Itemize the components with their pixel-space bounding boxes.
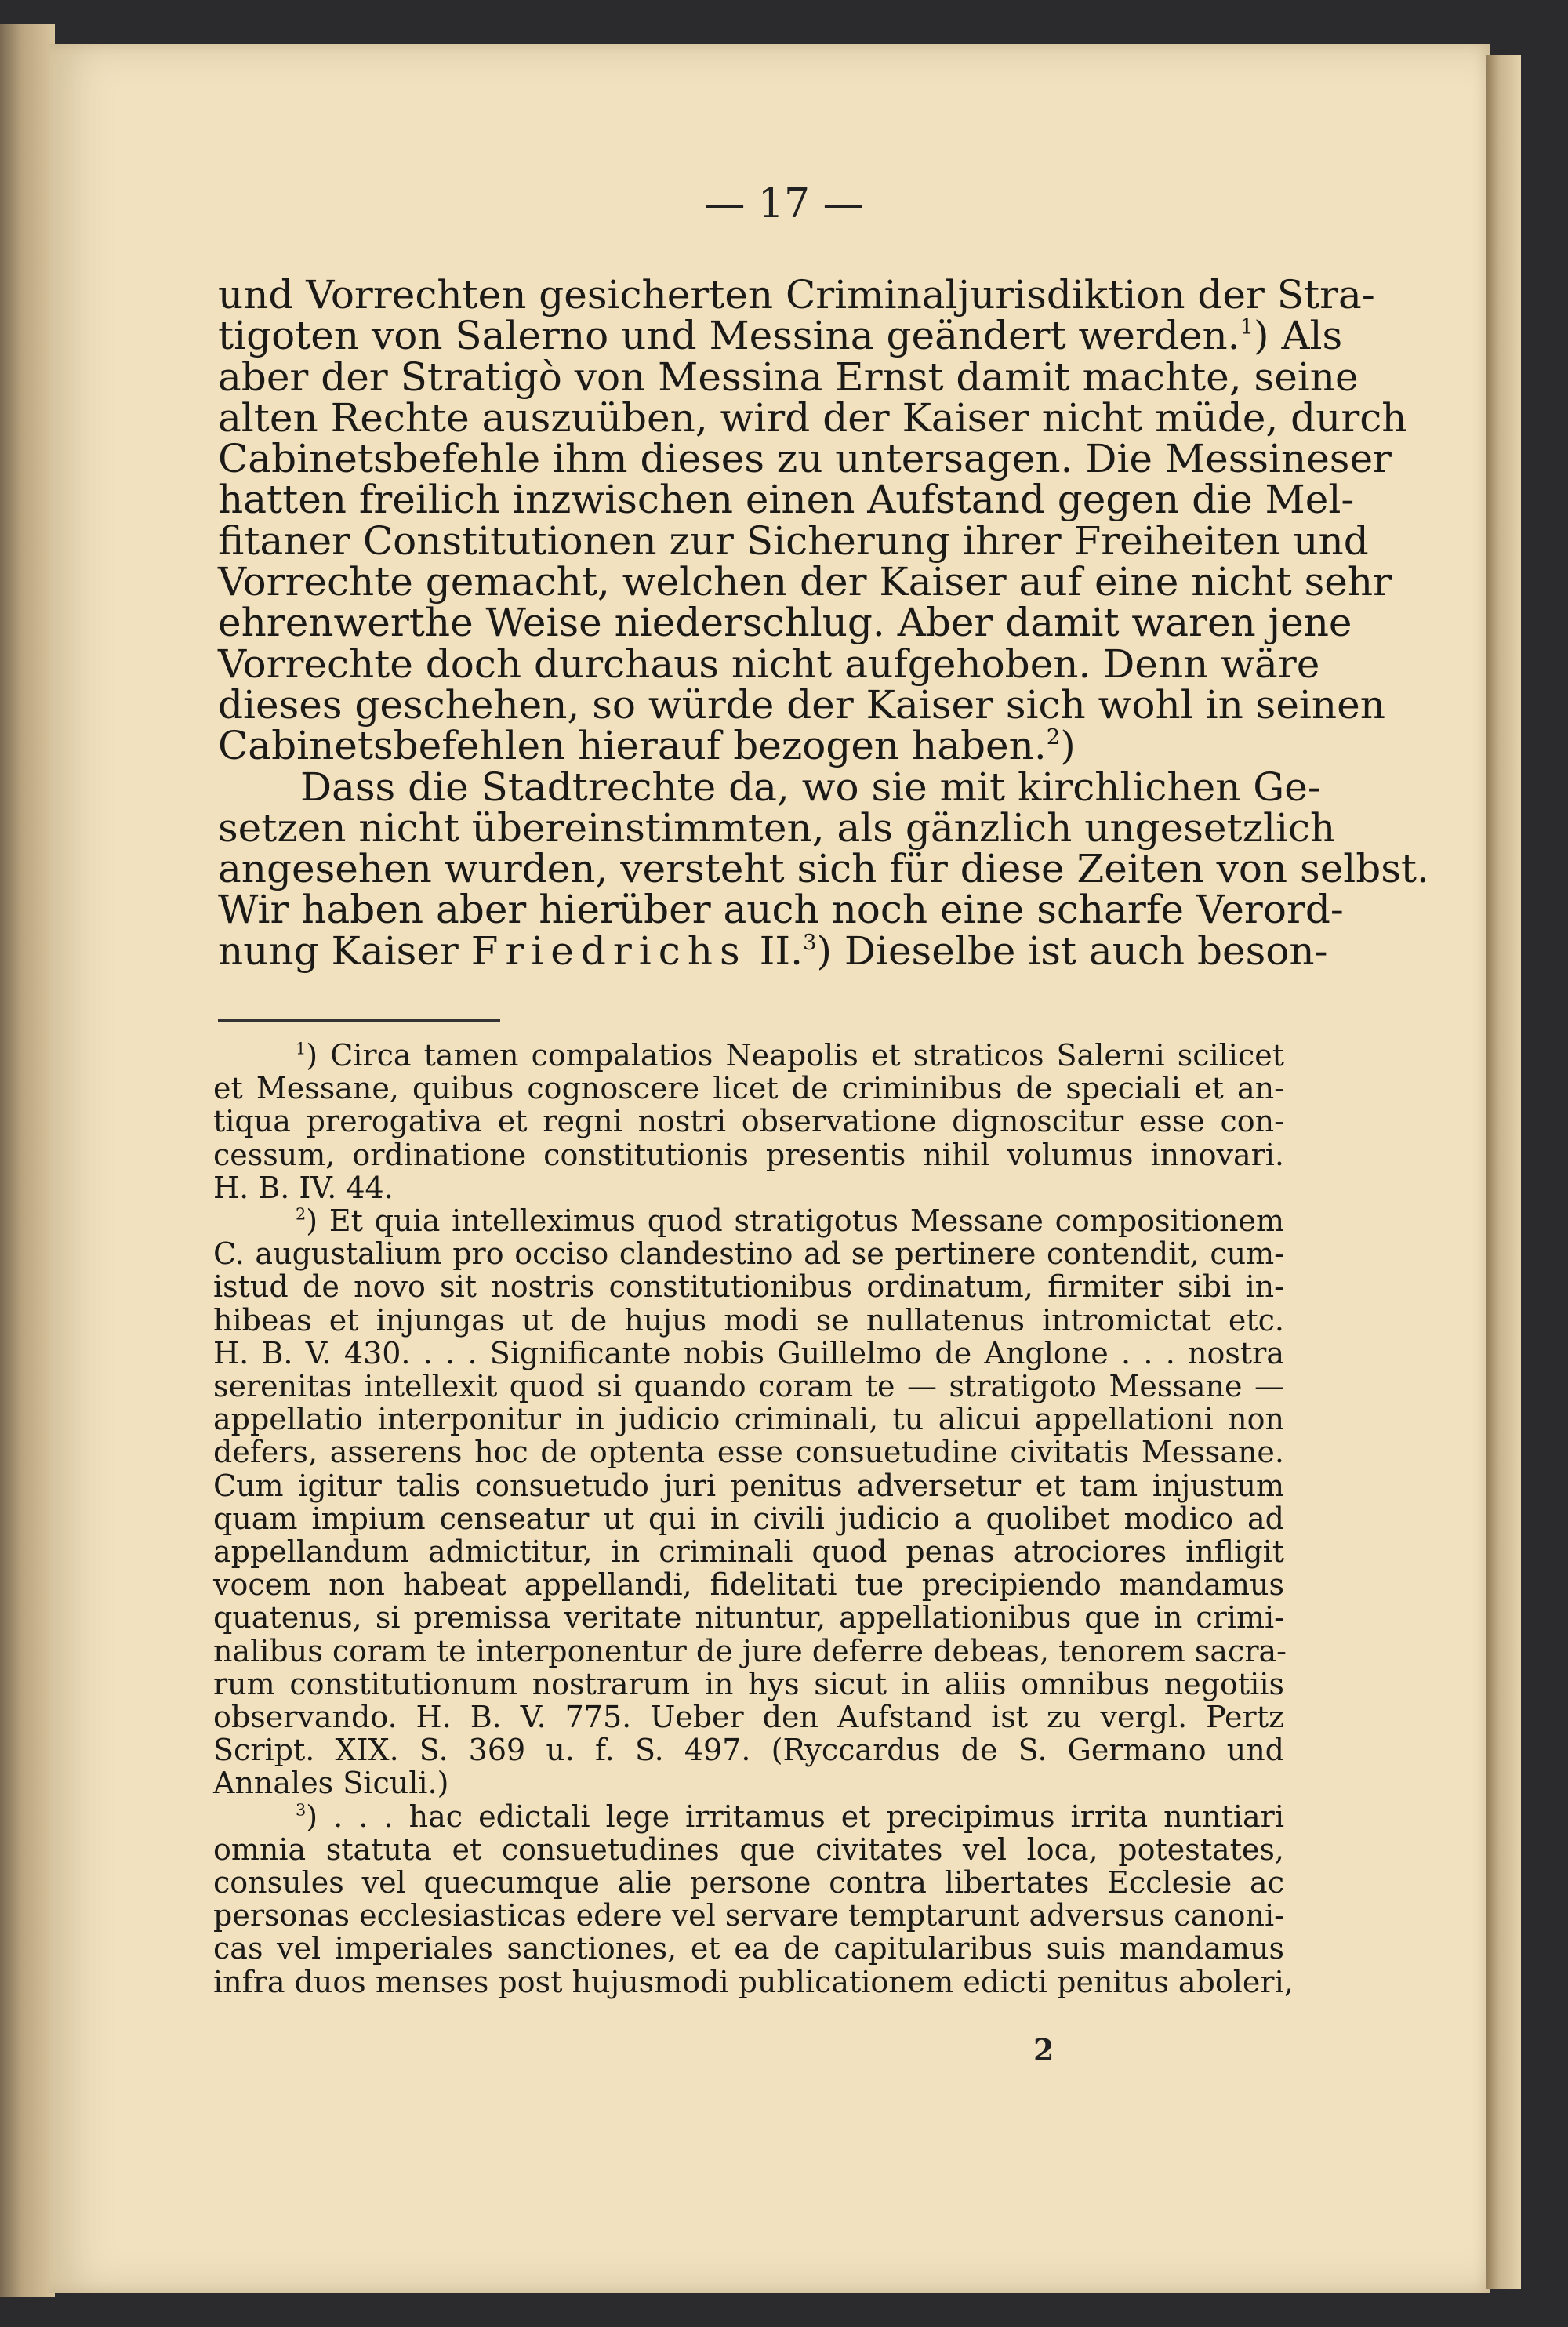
footnote-line (213, 1039, 1284, 1072)
body-pre: angesehen wurden, versteht sich für diese Zeiten von selbst. (218, 846, 1429, 892)
footnote-line (213, 1633, 1287, 1668)
footnote-line (213, 1337, 1284, 1370)
footnote-pre: appellatio interponitur in judicio criminali, tu alicui appellationi non (213, 1402, 1284, 1437)
footnote-post: ) Et quia intelleximus quod stratigotus Messane compositionem (306, 1203, 1284, 1239)
body-post: ) Als (1254, 313, 1343, 359)
footnote-pre: et Messane, quibus cognoscere licet de criminibus de speciali et an- (213, 1071, 1284, 1106)
footnote-line (213, 1535, 1284, 1568)
footnote-line (213, 1204, 1284, 1237)
body-pre: Vorrechte doch durchaus nicht aufgehoben. Denn wäre (218, 641, 1320, 687)
footnote-pre: tiqua prerogativa et regni nostri observatione dignoscitur esse con- (213, 1104, 1284, 1139)
body-line (218, 723, 1283, 769)
footnote-pre: quam impium censeatur ut qui in civili judicio a quolibet modico ad (213, 1501, 1284, 1536)
footnote-pre: appellandum admictitur, in criminali quod penas atrociores infligit (213, 1534, 1284, 1570)
footnote-line (213, 1899, 1284, 1932)
body-mid: II. (746, 928, 803, 974)
footnote-pre: Annales Siculi.) (213, 1766, 449, 1801)
body-line (218, 681, 1385, 728)
body-pre: dieses geschehen, so würde der Kaiser sich wohl in seinen (218, 681, 1385, 728)
body-pre: setzen nicht übereinstimmten, als gänzlich ungesetzlich (218, 804, 1336, 851)
body-spaced: Friedrichs (470, 928, 747, 974)
body-pre: fitaner Constitutionen zur Sicherung ihrer Freiheiten und (218, 517, 1369, 564)
footnote-line (213, 1502, 1284, 1535)
body-line (218, 272, 1375, 318)
footnote-pre: istud de novo sit nostris constitutionibus ordinatum, firmiter sibi in- (213, 1269, 1284, 1305)
footnote-line (213, 1436, 1284, 1468)
footnote-line (213, 1668, 1284, 1701)
footnote-line (213, 1072, 1284, 1105)
body-pre: ehrenwerthe Weise niederschlug. Aber damit waren jene (218, 600, 1352, 646)
body-pre: Cabinetsbefehlen hierauf bezogen haben. (218, 723, 1047, 769)
footnote-line (213, 1403, 1284, 1436)
footnote-pre: C. augustalium pro occiso clandestino ad se pertinere contendit, cum- (213, 1236, 1284, 1272)
body-sup: 1 (1240, 314, 1254, 340)
body-sup: 3 (802, 929, 817, 955)
body-pre: Dass die Stadtrechte da, wo sie mit kirchlichen Ge- (300, 764, 1321, 810)
footnote-pre: infra duos menses post hujusmodi publicationem edicti penitus aboleri, (213, 1964, 1294, 1999)
right-page-edge (1486, 55, 1521, 2289)
footnote-line (213, 1733, 1284, 1766)
body-post: ) Dieselbe ist auch beson- (816, 928, 1328, 974)
footnote-line (213, 1270, 1284, 1303)
footnotes (213, 1038, 1294, 1999)
body-line (218, 394, 1407, 441)
footnote-line (213, 1866, 1284, 1899)
footnote-pre: quatenus, si premissa veritate nituntur, appellationibus que in crimi- (213, 1600, 1284, 1635)
footnote-pre: serenitas intellexit quod si quando coram te — stratigoto Messane — (213, 1369, 1284, 1404)
footnote-line (213, 1304, 1284, 1337)
body-pre: nung Kaiser (218, 928, 459, 974)
footnote-line (213, 1964, 1294, 1999)
footnote-pre: vocem non habeat appellandi, fidelitati tue precipiendo mandamus (213, 1567, 1284, 1603)
body-line (218, 354, 1359, 400)
footnote-post: ) Circa tamen compalatios Neapolis et straticos Salerni scilicet (306, 1038, 1284, 1073)
body-line (218, 641, 1320, 687)
body-line (218, 313, 1343, 359)
footnote-pre: omnia statuta et consuetudines que civitates vel loca, potestates, (213, 1831, 1284, 1867)
body-pre: hatten freilich inzwischen einen Aufstand gegen die Mel- (218, 477, 1355, 523)
body-pre: Cabinetsbefehle ihm dieses zu untersagen. Die Messineser (218, 436, 1392, 482)
body-pre: Vorrechte gemacht, welchen der Kaiser auf eine nicht sehr (218, 559, 1392, 605)
footnote-line (213, 1171, 1284, 1204)
footnote-line (213, 1469, 1284, 1502)
footnote-pre: Script. XIX. S. 369 u. f. S. 497. (Ryccardus de S. Germano und (213, 1733, 1284, 1768)
footnote-pre: hibeas et injungas ut de hujus modi se nullatenus intromictat etc. (213, 1302, 1284, 1338)
footnote-post: ) . . . hac edictali lege irritamus et precipimus irrita nuntiari (306, 1799, 1284, 1834)
body-pre: Wir haben aber hierüber auch noch eine scharfe Verord- (218, 887, 1344, 933)
body-line (218, 517, 1369, 564)
footnote-pre: personas ecclesiasticas edere vel servare temptarunt adversus canoni- (213, 1898, 1284, 1933)
footnote-pre: consules vel quecumque alie persone contra libertates Ecclesie ac (213, 1865, 1284, 1900)
body-line (218, 477, 1355, 523)
page-number: — 17 — (704, 180, 864, 227)
signature-mark: 2 (1033, 2032, 1054, 2067)
footnote-line (213, 1105, 1284, 1138)
footnote-line (213, 1800, 1284, 1833)
body-line (218, 846, 1429, 892)
footnote-line (213, 1370, 1284, 1403)
footnote-pre: nalibus coram te interponentur de jure deferre debeas, tenorem sacra- (213, 1633, 1287, 1668)
footnote-line (213, 1237, 1284, 1270)
body-line (218, 559, 1392, 605)
footnote-sup: 3 (296, 1800, 307, 1820)
footnote-line (213, 1601, 1284, 1634)
body-pre: tigoten von Salerno und Messina geändert werden. (218, 313, 1240, 359)
footnote-rule (218, 1019, 500, 1022)
body-post: ) (1060, 723, 1076, 769)
body-line (218, 436, 1392, 482)
footnote-pre: observando. H. B. V. 775. Ueber den Aufstand ist zu vergl. Pertz (213, 1700, 1284, 1735)
footnote-line (213, 1701, 1284, 1733)
body-pre: alten Rechte auszuüben, wird der Kaiser nicht müde, durch (218, 394, 1407, 441)
body-pre: und Vorrechten gesicherten Criminaljurisdiktion der Stra- (218, 272, 1375, 318)
footnote-line (213, 1932, 1284, 1965)
body-pre: aber der Stratigò von Messina Ernst damit machte, seine (218, 354, 1359, 400)
body-line (218, 887, 1344, 933)
footnote-line (213, 1833, 1284, 1866)
footnote-pre: cessum, ordinatione constitutionis presentis nihil volumus innovari. (213, 1137, 1284, 1172)
main-text (218, 272, 1429, 974)
body-sup: 2 (1046, 724, 1061, 750)
footnote-line (213, 1138, 1284, 1171)
footnote-pre: rum constitutionum nostrarum in hys sicut in aliis omnibus negotiis (213, 1666, 1284, 1701)
left-page-edge (0, 24, 55, 2297)
footnote-pre: H. B. V. 430. . . . Significante nobis Guillelmo de Anglone . . . nostra (213, 1335, 1284, 1370)
footnote-pre: cas vel imperiales sanctiones, et ea de capitularibus suis mandamus (213, 1931, 1284, 1966)
footnote-pre: Cum igitur talis consuetudo juri penitus adversetur et tam injustum (213, 1468, 1284, 1503)
footnote-pre: H. B. IV. 44. (213, 1170, 394, 1205)
footnote-pre: defers, asserens hoc de optenta esse consuetudine civitatis Messane. (213, 1435, 1284, 1470)
footnote-sup: 1 (296, 1039, 307, 1058)
body-line (218, 600, 1352, 646)
footnote-sup: 2 (296, 1204, 307, 1224)
footnote-line (213, 1568, 1284, 1601)
body-line (218, 928, 1328, 974)
body-line (218, 804, 1336, 851)
footnote-line (213, 1766, 1284, 1799)
body-line (218, 764, 1321, 810)
